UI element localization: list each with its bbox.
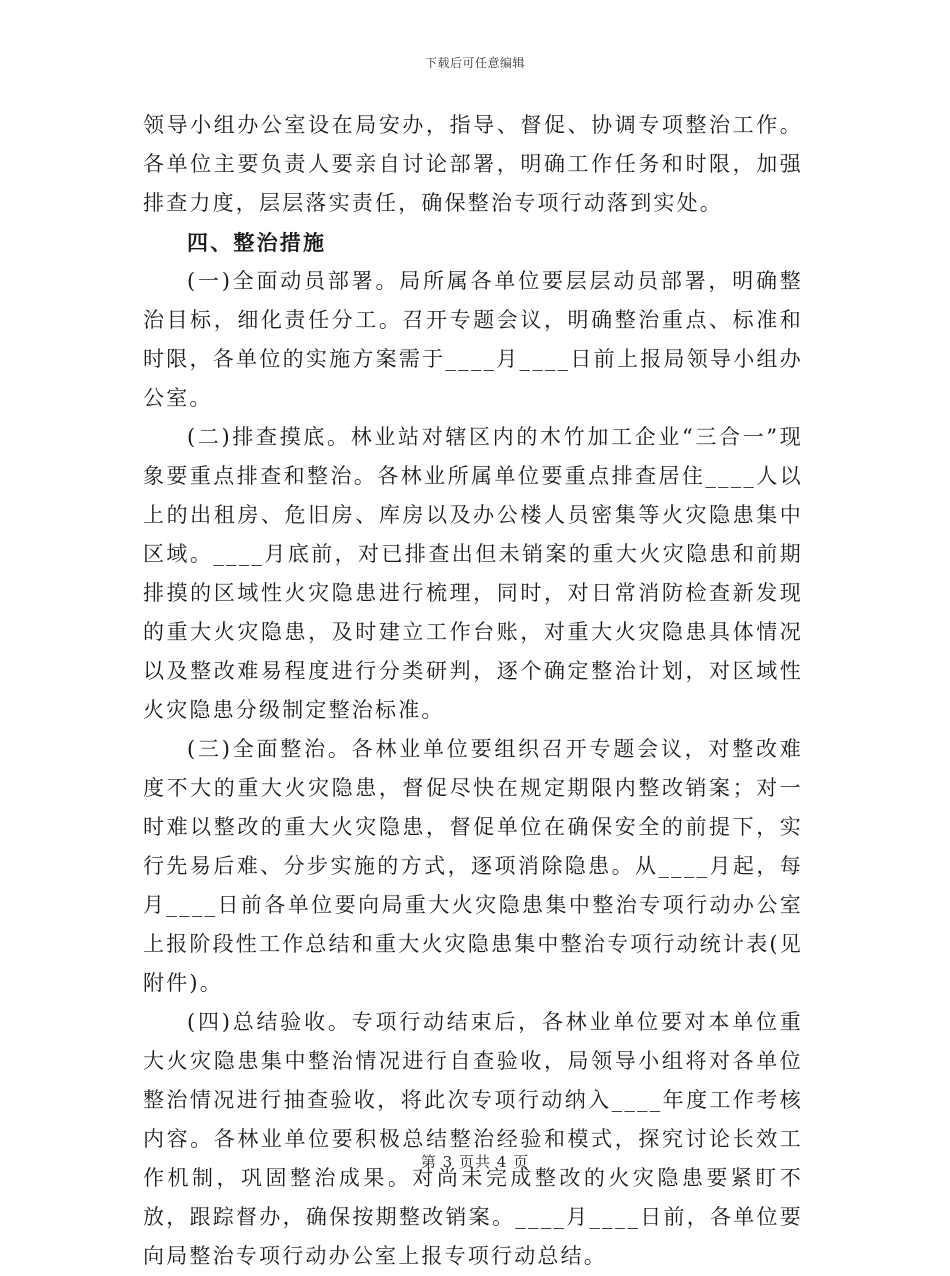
page-footer: 第 3 页共 4 页	[420, 1153, 530, 1171]
document-body	[143, 106, 803, 1276]
paragraph-rectification: (三)全面整治。各林业单位要组织召开专题会议，对整改难度不大的重大火灾隐患，督促尽快在规定期限内整改销案；对一时难以整改的重大火灾隐患，督促单位在确保安全的前提下，实行先易后难、分步实施的方式，逐项消除隐患。从____月起，每月____日前各单位要向局重大火灾隐患集中整治专项行动办公室上报阶段性工作总结和重大火灾隐患集中整治专项行动统计表(见附件)。	[143, 737, 803, 995]
section-heading: 四、整治措施	[187, 230, 327, 255]
paragraph-investigation: (二)排查摸底。林业站对辖区内的木竹加工企业“三合一”现象要重点排查和整治。各林业所属单位要重点排查居住____人以上的出租房、危旧房、库房以及办公楼人员密集等火灾隐患集中区域。____月底前，对已排查出但未销案的重大火灾隐患和前期排摸的区域性火灾隐患进行梳理，同时，对日常消防检查新发现的重大火灾隐患，及时建立工作台账，对重大火灾隐患具体情况以及整改难易程度进行分类研判，逐个确定整治计划，对区域性火灾隐患分级制定整治标准。	[143, 425, 803, 722]
paragraph-leading: 领导小组办公室设在局安办，指导、督促、协调专项整治工作。各单位主要负责人要亲自讨论部署，明确工作任务和时限，加强排查力度，层层落实责任，确保整治专项行动落到实处。	[143, 113, 803, 215]
paragraph-mobilization: (一)全面动员部署。局所属各单位要层层动员部署，明确整治目标，细化责任分工。召开专题会议，明确整治重点、标准和时限，各单位的实施方案需于____月____日前上报局领导小组办公室。	[143, 269, 803, 410]
page-header: 下载后可任意编辑	[424, 56, 525, 70]
paragraph-acceptance: (四)总结验收。专项行动结束后，各林业单位要对本单位重大火灾隐患集中整治情况进行自查验收，局领导小组将对各单位整治情况进行抽查验收，将此次专项行动纳入____年度工作考核内容。各林业单位要积极总结整治经验和模式，探究讨论长效工作机制，巩固整治成果。对尚未完成整改的火灾隐患要紧盯不放，跟踪督办，确保按期整改销案。____月____日前，各单位要向局整治专项行动办公室上报专项行动总结。	[143, 1010, 803, 1268]
